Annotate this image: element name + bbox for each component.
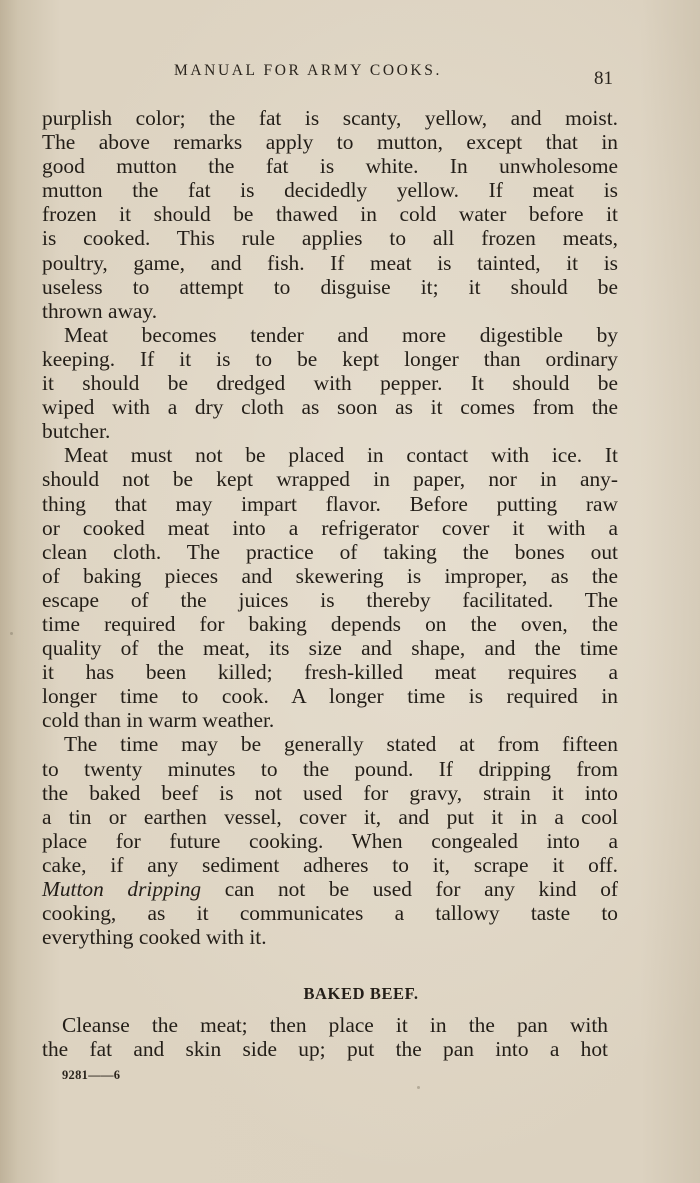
text-line-with-italic [42,877,618,901]
paragraph-4 [42,732,618,756]
text-line: escape of the juices is thereby facilitated. The [42,587,618,612]
text-line: The time may be generally stated at from fifteen [64,732,618,757]
body-text [42,106,618,949]
section-paragraph [42,1013,608,1037]
signature-mark: 9281——6 [62,1068,121,1082]
paragraph-2-cont [42,347,618,443]
text-line: of baking pieces and skewering is improper, as the [42,563,618,588]
text-line: place for future cooking. When congealed into a [42,828,618,853]
text-line: keeping. If it is to be kept longer than ordinary [42,346,618,371]
text-line: frozen it should be thawed in cold water before it [42,202,618,227]
running-head: MANUAL FOR ARMY COOKS. [174,62,442,79]
text-line: or cooked meat into a refrigerator cover it with a [42,515,618,540]
paragraph-2 [42,323,618,347]
text-line: it should be dredged with pepper. It should be [42,371,618,396]
paper-speck [10,632,13,635]
paragraph-4-cont [42,757,618,950]
text-line: longer time to cook. A longer time is required in [42,684,618,709]
text-line: a tin or earthen vessel, cover it, and put it in a cool [42,804,618,829]
text-line: butcher. [42,419,111,444]
text-line: useless to attempt to disguise it; it should be [42,274,618,299]
text-line: the baked beef is not used for gravy, strain it into [42,780,618,805]
text-line: good mutton the fat is white. In unwholesome [42,154,618,179]
text-line: wiped with a dry cloth as soon as it comes from the [42,395,618,420]
text-line: is cooked. This rule applies to all frozen meats, [42,226,618,251]
text-line: to twenty minutes to the pound. If dripping from [42,756,618,781]
text-line: purplish color; the fat is scanty, yellow, and moist. [42,106,618,130]
text-line: Meat must not be placed in contact with ice. It [64,443,618,468]
page-number: 81 [594,68,613,89]
paper-speck [417,1086,420,1089]
text-line: thing that may impart flavor. Before putting raw [42,491,618,516]
paragraph-3-cont [42,467,618,732]
text-line: mutton the fat is decidedly yellow. If meat is [42,178,618,203]
paragraph-1 [42,106,618,323]
text-line: cold than in warm weather. [42,708,275,733]
text-line: it has been killed; fresh-killed meat requires a [42,660,618,685]
text-line: Meat becomes tender and more digestible by [64,322,618,347]
section-text [42,1013,608,1062]
text-line: quality of the meat, its size and shape, and the time [42,636,618,661]
text-line: thrown away. [42,298,158,323]
italic-term: Mutton dripping [42,877,202,901]
text-line: cake, if any sediment adheres to it, scrape it off. [42,852,618,877]
text-fragment: can not be used for any kind of [201,877,619,901]
text-line: time required for baking depends on the oven, the [42,611,618,636]
text-line: poultry, game, and fish. If meat is tainted, it is [42,250,618,275]
text-line: Cleanse the meat; then place it in the pan with [62,1013,608,1037]
text-line: the fat and skin side up; put the pan into a hot [42,1037,608,1062]
text-line: clean cloth. The practice of taking the bones out [42,539,618,564]
section-heading: BAKED BEEF. [303,984,419,1003]
text-line: The above remarks apply to mutton, except that in [42,130,618,155]
text-line: cooking, as it communicates a tallowy taste to [42,901,618,926]
paragraph-3 [42,443,618,467]
text-line: should not be kept wrapped in paper, nor in any- [42,467,618,492]
text-line: everything cooked with it. [42,925,267,950]
